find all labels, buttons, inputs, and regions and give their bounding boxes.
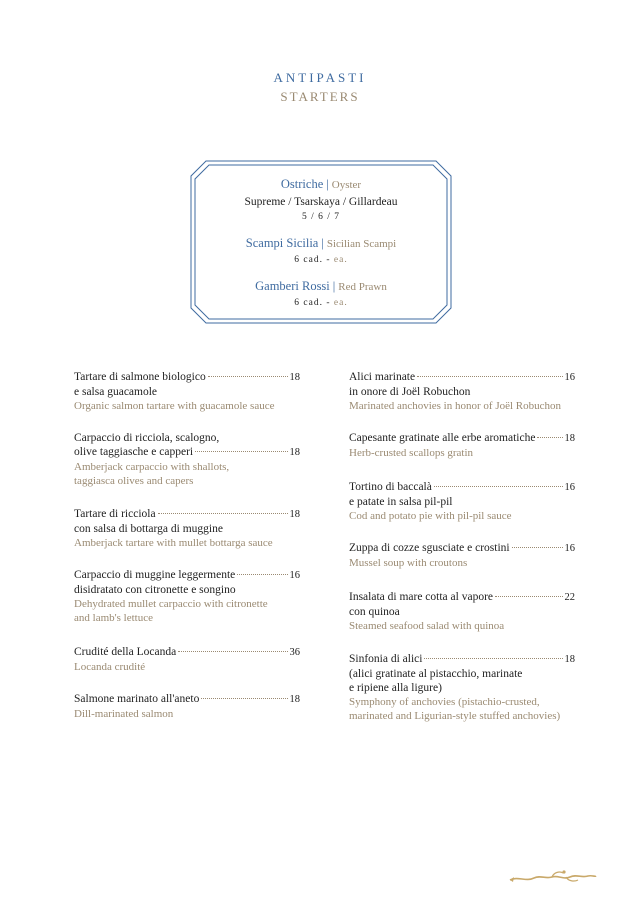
item-price: 36	[289, 647, 300, 658]
dot-leader	[237, 574, 287, 575]
item-name: Tartare di salmone biologico	[74, 371, 206, 383]
box-item-oyster	[190, 176, 452, 225]
item-translation: Herb-crusted scallops gratin	[349, 447, 474, 459]
dot-leader	[512, 547, 563, 548]
item-translation: Dehydrated mullet carpaccio with citronette	[74, 598, 268, 610]
item-name-en: Oyster	[331, 179, 362, 191]
item-name: Capesante gratinate alle erbe aromatiche	[349, 432, 536, 444]
item-description: disidratato con citronette e songino	[74, 584, 236, 596]
item-price: 16	[564, 543, 575, 554]
item-name: Sinfonia di alici	[349, 653, 423, 665]
item-price: 16	[564, 482, 575, 493]
item-price: 6 cad. - ea.	[294, 255, 348, 265]
item-description: (alici gratinate al pistacchio, marinate	[349, 668, 523, 680]
item-name: Alici marinate	[349, 371, 416, 383]
item-translation: Dill-marinated salmon	[74, 708, 174, 720]
dot-leader	[417, 376, 562, 377]
dot-leader	[158, 513, 288, 514]
menu-item	[74, 507, 300, 550]
item-variety: Supreme / Tsarskaya / Gillardeau	[244, 196, 398, 208]
item-price: 18	[564, 654, 575, 665]
dot-leader	[208, 376, 288, 377]
separator: |	[332, 279, 336, 293]
item-name-en: Sicilian Scampi	[326, 238, 397, 250]
separator: |	[321, 236, 324, 250]
item-price: 16	[289, 570, 300, 581]
item-description: con salsa di bottarga di muggine	[74, 523, 223, 535]
item-name: Zuppa di cozze sgusciate e crostini	[349, 542, 510, 554]
item-name: Scampi Sicilia	[245, 236, 319, 250]
menu-item	[349, 541, 575, 570]
item-name: Tartare di ricciola	[74, 508, 156, 520]
item-translation: Organic salmon tartare with guacamole sauce	[74, 400, 275, 412]
menu-item	[74, 568, 300, 625]
item-description: con quinoa	[349, 606, 400, 618]
item-description: e patate in salsa pil-pil	[349, 496, 453, 508]
dot-leader	[424, 658, 562, 659]
item-translation: Marinated anchovies in honor of Joël Robuchon	[349, 400, 562, 412]
section-title: ANTIPASTI	[273, 70, 367, 85]
item-name: Salmone marinato all'aneto	[74, 693, 200, 705]
item-name-en: Red Prawn	[338, 281, 387, 293]
item-translation: taggiasca olives and capers	[74, 475, 194, 487]
menu-item	[74, 370, 300, 413]
item-name: Crudité della Locanda	[74, 646, 177, 658]
item-price: 16	[564, 372, 575, 383]
item-translation: marinated and Ligurian-style stuffed anchovies)	[349, 710, 561, 722]
item-price: 18	[564, 433, 575, 444]
section-subtitle: STARTERS	[280, 89, 360, 104]
menu-item	[349, 480, 575, 523]
item-description: e salsa guacamole	[74, 386, 158, 398]
item-name: Insalata di mare cotta al vapore	[349, 591, 493, 603]
menu-item	[349, 370, 575, 413]
item-name: olive taggiasche e capperi	[74, 446, 194, 458]
dot-leader	[201, 698, 287, 699]
dot-leader	[434, 486, 563, 487]
dot-leader	[178, 651, 287, 652]
item-translation: Amberjack carpaccio with shallots,	[74, 461, 230, 473]
item-name: Ostriche	[280, 177, 324, 191]
box-item-scampi	[190, 235, 452, 268]
item-description: in onore di Joël Robuchon	[349, 386, 471, 398]
menu-item	[74, 645, 300, 674]
item-name: Carpaccio di ricciola, scalogno,	[74, 432, 220, 444]
menu-item	[349, 652, 575, 723]
item-name: Tortino di baccalà	[349, 481, 432, 493]
item-translation: Locanda crudité	[74, 661, 146, 673]
item-translation: and lamb's lettuce	[74, 612, 153, 624]
item-description: e ripiene alla ligure)	[349, 682, 442, 694]
menu-item	[349, 431, 575, 460]
item-price: 18	[289, 509, 300, 520]
menu-item	[74, 692, 300, 721]
dot-leader	[195, 451, 287, 452]
item-price: 18	[289, 372, 300, 383]
item-translation: Amberjack tartare with mullet bottarga sauce	[74, 537, 273, 549]
mermaid-logo-icon	[508, 868, 598, 886]
dot-leader	[537, 437, 562, 438]
item-name: Gamberi Rossi	[255, 279, 330, 293]
item-price: 6 cad. - ea.	[294, 298, 348, 308]
item-translation: Steamed seafood salad with quinoa	[349, 620, 505, 632]
item-price: 18	[289, 694, 300, 705]
separator: |	[326, 177, 329, 191]
item-price: 18	[289, 447, 300, 458]
item-price: 5 / 6 / 7	[301, 212, 341, 222]
menu-item	[74, 431, 300, 488]
item-translation: Symphony of anchovies (pistachio-crusted,	[349, 696, 540, 708]
box-item-prawn	[190, 278, 452, 311]
item-translation: Mussel soup with croutons	[349, 557, 468, 569]
item-price: 22	[564, 592, 575, 603]
item-name: Carpaccio di muggine leggermente	[74, 569, 236, 581]
raw-bar-box	[190, 176, 452, 321]
dot-leader	[495, 596, 563, 597]
menu-item	[349, 590, 575, 633]
item-translation: Cod and potato pie with pil-pil sauce	[349, 510, 512, 522]
